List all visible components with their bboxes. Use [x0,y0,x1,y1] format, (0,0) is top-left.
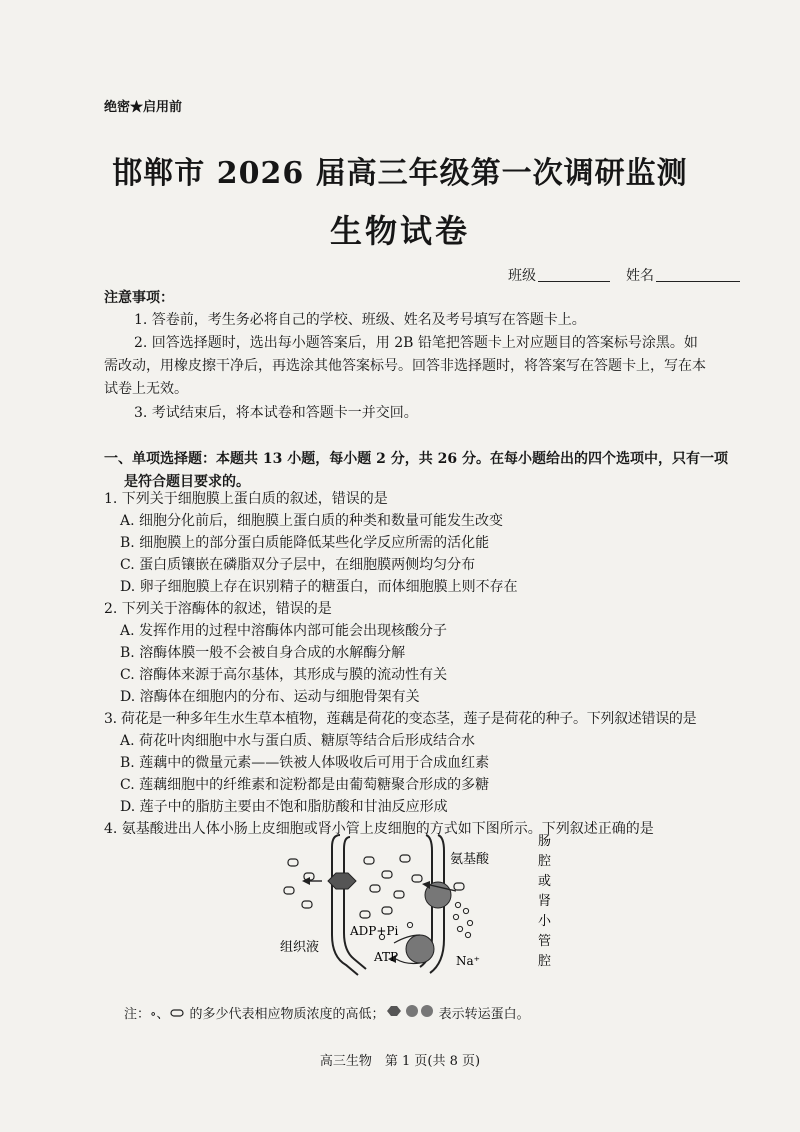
question-1-option-c: C. 蛋白质镶嵌在磷脂双分子层中，在细胞膜两侧均匀分布 [120,557,476,573]
atp-label: ATP [374,950,399,964]
page-footer: 高三生物 第 1 页(共 8 页) [319,1054,481,1069]
note-prefix: 注：∘、 [124,1007,170,1022]
class-name-row [508,265,740,285]
question-4-stem: 4. 氨基酸进出人体小肠上皮细胞或肾小管上皮细胞的方式如下图所示。下列叙述正确的是 [104,821,654,837]
notice-heading: 注意事项： [104,290,174,306]
question-1-option-a: A. 细胞分化前后，细胞膜上蛋白质的种类和数量可能发生改变 [120,513,504,529]
question-2-option-c: C. 溶酶体来源于高尔基体，其形成与膜的流动性有关 [120,667,448,683]
question-2-option-a: A. 发挥作用的过程中溶酶体内部可能会出现核酸分子 [120,623,448,639]
lumen-char: 腔 [538,954,552,969]
confidential-mark: 绝密★启用前 [104,100,183,115]
question-3-option-a: A. 荷花叶肉细胞中水与蛋白质、糖原等结合后形成结合水 [120,733,476,749]
amino-acid-label: 氨基酸 [450,852,490,867]
diagram-note [124,1003,530,1022]
sodium-label: Na⁺ [456,954,480,968]
lumen-char: 肠 [538,834,552,849]
amino-acid-symbols-cell [360,855,422,918]
notice-item-2-line-2: 需改动，用橡皮擦干净后，再选涂其他答案标号。回答非选择题时，将答案写在答题卡上，写在本 [104,358,706,374]
basal-arrowhead [302,877,310,885]
note-middle: 的多少代表相应物质浓度的高低； [189,1007,385,1022]
name-label: 姓名 [626,268,654,284]
sodium-pump-icon [406,935,434,963]
notice-item-1: 1. 答卷前，考生务必将自己的学校、班级、姓名及考号填写在答题卡上。 [134,312,586,328]
notice-item-2-line-3: 试卷上无效。 [104,381,188,397]
question-3-option-d: D. 莲子中的脂肪主要由不饱和脂肪酸和甘油反应形成 [120,799,448,815]
question-1-option-d: D. 卵子细胞膜上存在识别精子的糖蛋白，而体细胞膜上则不存在 [120,579,518,595]
notice-item-2-line-1: 2. 回答选择题时，选出每小题答案后，用 2B 铅笔把答题卡上对应题目的答案标号涂黑。如 [134,335,698,351]
lumen-char: 管 [538,934,552,949]
exam-title: 邯郸市 2026 届高三年级第一次调研监测 [112,156,688,191]
lumen-char: 小 [538,914,552,929]
lumen-label [538,834,552,969]
lumen-char: 肾 [538,894,552,909]
question-3-option-c: C. 莲藕细胞中的纤维素和淀粉都是由葡萄糖聚合形成的多糖 [120,777,490,793]
apical-arrowhead [422,881,430,889]
amino-acid-symbols-lumen [454,883,464,890]
tissue-fluid-label: 组织液 [280,940,320,955]
basal-membrane-inner [344,837,366,969]
transport-diagram [270,825,560,993]
question-2-stem: 2. 下列关于溶酶体的叙述，错误的是 [104,601,332,617]
question-3-option-b: B. 莲藕中的微量元素——铁被人体吸收后可用于合成血红素 [120,755,490,771]
class-label: 班级 [508,268,536,284]
name-blank[interactable] [656,267,740,282]
amino-acid-legend-icon [169,1008,185,1018]
class-blank[interactable] [538,267,610,282]
section-1-heading-line-2: 是符合题目要求的。 [124,474,250,490]
question-1-stem: 1. 下列关于细胞膜上蛋白质的叙述，错误的是 [104,491,388,507]
note-suffix: 表示转运蛋白。 [438,1007,530,1022]
question-2-option-b: B. 溶酶体膜一般不会被自身合成的水解酶分解 [120,645,406,661]
exam-subtitle: 生物试卷 [329,212,470,250]
section-1-heading-line-1: 一、单项选择题：本题共 13 小题，每小题 2 分，共 26 分。在每小题给出的四个选项中，只有一项 [104,451,728,467]
lumen-char: 或 [538,874,552,889]
question-3-stem: 3. 荷花是一种多年生水生草本植物，莲藕是荷花的变态茎，莲子是荷花的种子。下列叙述错误的是 [104,711,697,727]
question-1-option-b: B. 细胞膜上的部分蛋白质能降低某些化学反应所需的活化能 [120,535,490,551]
transporter-legend-icon [385,1004,435,1018]
adp-label: ADP+Pi [350,924,399,938]
question-2-option-d: D. 溶酶体在细胞内的分布、运动与细胞骨架有关 [120,689,420,705]
notice-item-3: 3. 考试结束后，将本试卷和答题卡一并交回。 [134,405,418,421]
lumen-char: 腔 [538,854,552,869]
